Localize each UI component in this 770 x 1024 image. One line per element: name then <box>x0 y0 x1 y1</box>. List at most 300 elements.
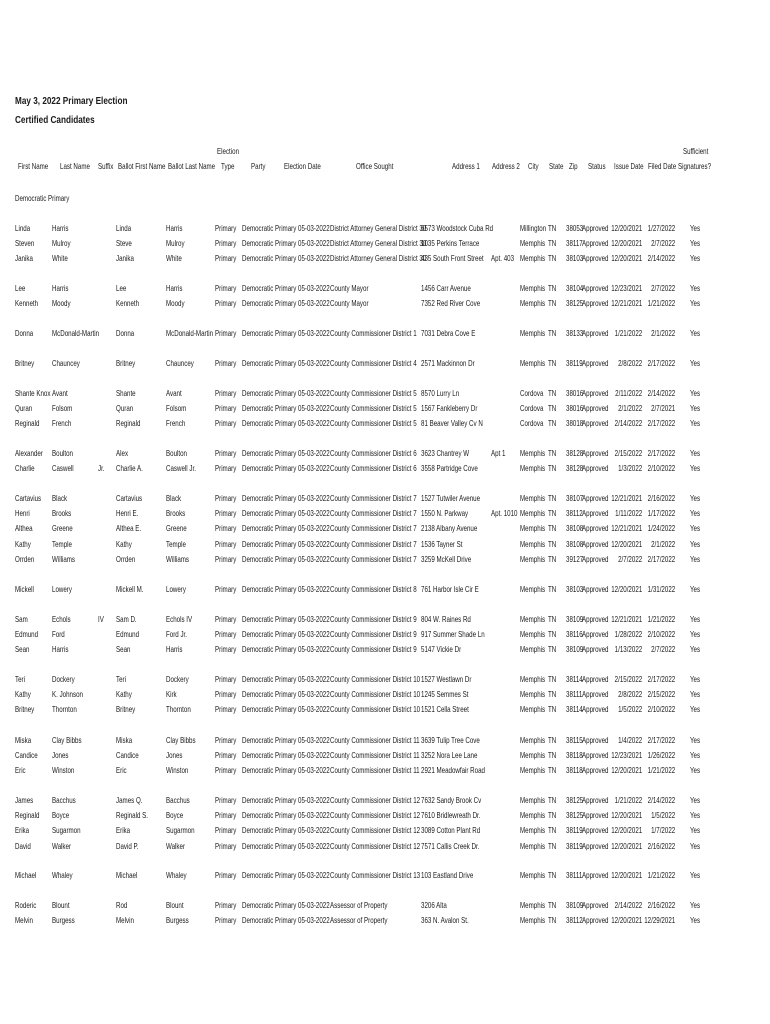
cell-last-name: Echols <box>52 614 71 624</box>
cell-zip: 38112 <box>566 508 583 519</box>
col-address2: Address 2 <box>492 161 520 171</box>
col-issue-date: Issue Date <box>614 161 644 171</box>
cell-issue-date: 1/28/2022 <box>614 629 642 640</box>
cell-election-type: Primary <box>215 584 237 594</box>
cell-election-type: Primary <box>215 238 237 249</box>
cell-election-date: Primary 05-03-2022 <box>275 915 330 926</box>
cell-city: Memphis <box>520 915 546 926</box>
cell-zip: 38112 <box>566 915 583 926</box>
cell-issue-date: 2/14/2022 <box>614 418 642 429</box>
cell-filed-date: 2/14/2022 <box>647 253 675 264</box>
cell-zip: 38125 <box>566 810 584 821</box>
cell-zip: 38114 <box>566 704 583 715</box>
cell-first-name: Linda <box>15 223 31 233</box>
cell-last-name: Winston <box>52 765 75 776</box>
cell-filed-date: 1/21/2022 <box>647 298 675 309</box>
cell-ballot-first-name: Eric <box>116 765 127 776</box>
cell-election-type: Primary <box>215 283 237 293</box>
section-heading: Democratic Primary <box>15 193 70 203</box>
cell-address-1: 8570 Lurry Ln <box>421 388 460 398</box>
col-ballot-first: Ballot First Name <box>118 161 166 171</box>
cell-sufficient: Yes <box>690 750 701 761</box>
cell-city: Memphis <box>520 508 546 519</box>
cell-last-name: Greene <box>52 523 73 534</box>
cell-sufficient: Yes <box>690 418 701 429</box>
cell-ballot-last-name: Whaley <box>166 870 187 880</box>
cell-election-date: Primary 05-03-2022 <box>275 418 330 429</box>
cell-office-sought: County Commissioner District 9 <box>330 629 417 640</box>
cell-status: Approved <box>582 825 609 836</box>
cell-zip: 38016 <box>566 388 584 398</box>
cell-office-sought: County Commissioner District 5 <box>330 403 417 414</box>
cell-filed-date: 2/7/2022 <box>650 644 675 655</box>
cell-party: Democratic <box>242 418 274 429</box>
cell-sufficient: Yes <box>690 870 701 880</box>
cell-election-date: Primary 05-03-2022 <box>275 388 330 398</box>
cell-first-name: Alexander <box>15 448 43 458</box>
cell-address-1: 3623 Chantrey W <box>421 448 470 458</box>
cell-first-name: Miska <box>15 735 32 745</box>
cell-election-type: Primary <box>215 388 237 398</box>
cell-election-date: Primary 05-03-2022 <box>275 825 330 836</box>
cell-filed-date: 2/15/2022 <box>647 689 675 700</box>
cell-office-sought: County Commissioner District 12 <box>330 825 421 836</box>
cell-zip: 38107 <box>566 493 584 503</box>
cell-sufficient: Yes <box>690 388 701 398</box>
cell-state: TN <box>548 493 557 503</box>
cell-party: Democratic <box>242 493 274 503</box>
cell-address-2: Apt 1 <box>491 448 506 458</box>
col-zip: Zip <box>569 161 578 171</box>
cell-filed-date: 1/26/2022 <box>647 750 675 761</box>
cell-last-name: Mulroy <box>52 238 71 249</box>
cell-election-date: Primary 05-03-2022 <box>275 448 330 458</box>
cell-ballot-first-name: Donna <box>116 328 135 338</box>
cell-first-name: James <box>15 795 34 805</box>
cell-sufficient: Yes <box>690 810 701 821</box>
cell-party: Democratic <box>242 253 274 264</box>
cell-state: TN <box>548 644 557 655</box>
cell-ballot-last-name: Avant <box>166 388 182 398</box>
cell-suffix: IV <box>98 614 104 624</box>
cell-sufficient: Yes <box>690 508 701 519</box>
cell-election-date: Primary 05-03-2022 <box>275 508 330 519</box>
cell-ballot-last-name: Burgess <box>166 915 189 926</box>
cell-office-sought: Assessor of Property <box>330 915 388 926</box>
cell-city: Cordova <box>520 388 544 398</box>
cell-address-1: 3206 Alta <box>421 900 447 910</box>
cell-sufficient: Yes <box>690 674 701 684</box>
cell-office-sought: County Commissioner District 11 <box>330 765 420 776</box>
cell-election-type: Primary <box>215 253 237 264</box>
col-office: Office Sought <box>356 161 394 171</box>
cell-city: Memphis <box>520 765 546 776</box>
cell-ballot-first-name: Shante <box>116 388 136 398</box>
col-sufficient-line2: Signatures? <box>678 161 712 171</box>
cell-last-name: Walker <box>52 840 72 851</box>
cell-state: TN <box>548 584 557 594</box>
cell-election-type: Primary <box>215 915 237 926</box>
cell-address-1: 1536 Tayner St <box>421 538 463 549</box>
cell-sufficient: Yes <box>690 328 701 338</box>
cell-status: Approved <box>582 689 609 700</box>
cell-status: Approved <box>582 644 609 655</box>
cell-election-type: Primary <box>215 825 237 836</box>
cell-ballot-last-name: Thornton <box>166 704 191 715</box>
cell-issue-date: 12/21/2021 <box>611 614 642 624</box>
cell-ballot-first-name: Kathy <box>116 538 132 549</box>
cell-status: Approved <box>582 223 609 233</box>
cell-first-name: Orrden <box>15 553 35 564</box>
cell-first-name: Cartavius <box>15 493 42 503</box>
cell-election-date: Primary 05-03-2022 <box>275 584 330 594</box>
cell-ballot-first-name: Charlie A. <box>116 463 143 474</box>
cell-state: TN <box>548 840 557 851</box>
cell-zip: 38109 <box>566 900 584 910</box>
cell-city: Memphis <box>520 825 546 836</box>
cell-state: TN <box>548 689 557 700</box>
cell-city: Cordova <box>520 403 544 414</box>
cell-ballot-last-name: Blount <box>166 900 184 910</box>
cell-filed-date: 2/7/2022 <box>650 238 675 249</box>
cell-ballot-last-name: White <box>166 253 182 264</box>
cell-city: Memphis <box>520 704 546 715</box>
cell-issue-date: 2/15/2022 <box>614 674 642 684</box>
cell-sufficient: Yes <box>690 825 701 836</box>
cell-election-date: Primary 05-03-2022 <box>275 765 330 776</box>
cell-filed-date: 1/21/2022 <box>647 614 675 624</box>
cell-election-date: Primary 05-03-2022 <box>275 795 330 805</box>
cell-election-date: Primary 05-03-2022 <box>275 750 330 761</box>
cell-office-sought: County Commissioner District 11 <box>330 735 420 745</box>
cell-first-name: Kathy <box>15 538 31 549</box>
cell-last-name: Folsom <box>52 403 73 414</box>
cell-state: TN <box>548 448 557 458</box>
cell-city: Memphis <box>520 750 546 761</box>
cell-address-1: 7610 Bridlewreath Dr. <box>421 810 481 821</box>
cell-election-date: Primary 05-03-2022 <box>275 253 330 264</box>
cell-last-name: Burgess <box>52 915 75 926</box>
cell-election-type: Primary <box>215 765 237 776</box>
cell-status: Approved <box>582 538 609 549</box>
cell-filed-date: 1/31/2022 <box>647 584 675 594</box>
cell-filed-date: 2/17/2022 <box>647 735 675 745</box>
cell-city: Memphis <box>520 238 546 249</box>
cell-zip: 39127 <box>566 553 584 564</box>
cell-status: Approved <box>582 403 609 414</box>
col-first-name: First Name <box>18 161 49 171</box>
cell-address-1: 1245 Semmes St <box>421 689 469 700</box>
cell-election-type: Primary <box>215 223 237 233</box>
cell-last-name: Caswell <box>52 463 74 474</box>
cell-first-name: Mickell <box>15 584 34 594</box>
cell-filed-date: 2/10/2022 <box>647 629 675 640</box>
cell-city: Memphis <box>520 900 546 910</box>
cell-last-name: Bacchus <box>52 795 76 805</box>
cell-sufficient: Yes <box>690 840 701 851</box>
cell-ballot-first-name: Melvin <box>116 915 134 926</box>
cell-issue-date: 1/4/2022 <box>617 735 642 745</box>
cell-election-type: Primary <box>215 689 237 700</box>
cell-zip: 38109 <box>566 644 584 655</box>
cell-ballot-first-name: Edmund <box>116 629 140 640</box>
cell-city: Cordova <box>520 418 544 429</box>
cell-election-date: Primary 05-03-2022 <box>275 283 330 293</box>
cell-ballot-first-name: David P. <box>116 840 139 851</box>
cell-election-type: Primary <box>215 840 237 851</box>
cell-first-name: Melvin <box>15 915 33 926</box>
cell-state: TN <box>548 674 557 684</box>
cell-state: TN <box>548 735 557 745</box>
cell-office-sought: County Commissioner District 7 <box>330 538 417 549</box>
cell-office-sought: County Commissioner District 12 <box>330 810 421 821</box>
cell-zip: 38108 <box>566 538 584 549</box>
cell-address-2: Apt. 403 <box>491 253 515 264</box>
cell-zip: 38104 <box>566 283 584 293</box>
cell-address-1: 1527 Tutwiler Avenue <box>421 493 481 503</box>
cell-status: Approved <box>582 418 609 429</box>
cell-ballot-last-name: Greene <box>166 523 187 534</box>
cell-zip: 38119 <box>566 840 583 851</box>
cell-filed-date: 2/10/2022 <box>647 463 675 474</box>
cell-office-sought: County Commissioner District 6 <box>330 463 417 474</box>
cell-first-name: Janika <box>15 253 33 264</box>
cell-last-name: Ford <box>52 629 65 640</box>
cell-office-sought: District Attorney General District 30 <box>330 238 427 249</box>
cell-last-name: Brooks <box>52 508 72 519</box>
cell-first-name: David <box>15 840 31 851</box>
cell-ballot-last-name: Caswell Jr. <box>166 463 196 474</box>
cell-election-date: Primary 05-03-2022 <box>275 538 330 549</box>
cell-state: TN <box>548 508 557 519</box>
cell-ballot-first-name: Linda <box>116 223 132 233</box>
cell-status: Approved <box>582 493 609 503</box>
cell-zip: 38111 <box>566 689 583 700</box>
cell-party: Democratic <box>242 915 274 926</box>
cell-zip: 38118 <box>566 765 583 776</box>
cell-election-date: Primary 05-03-2022 <box>275 403 330 414</box>
cell-ballot-first-name: Reginald <box>116 418 141 429</box>
cell-ballot-first-name: Michael <box>116 870 138 880</box>
cell-ballot-first-name: Althea E. <box>116 523 142 534</box>
cell-party: Democratic <box>242 735 274 745</box>
cell-status: Approved <box>582 795 609 805</box>
cell-address-1: 804 W. Raines Rd <box>421 614 471 624</box>
cell-ballot-first-name: James Q. <box>116 795 143 805</box>
cell-state: TN <box>548 253 557 264</box>
cell-ballot-first-name: Sean <box>116 644 131 655</box>
cell-party: Democratic <box>242 388 274 398</box>
cell-city: Memphis <box>520 463 546 474</box>
cell-election-type: Primary <box>215 493 237 503</box>
cell-filed-date: 2/17/2022 <box>647 418 675 429</box>
cell-state: TN <box>548 629 557 640</box>
cell-state: TN <box>548 870 557 880</box>
cell-first-name: Michael <box>15 870 37 880</box>
cell-last-name: Blount <box>52 900 70 910</box>
cell-election-type: Primary <box>215 795 237 805</box>
cell-status: Approved <box>582 508 609 519</box>
cell-election-date: Primary 05-03-2022 <box>275 689 330 700</box>
cell-state: TN <box>548 900 557 910</box>
cell-ballot-last-name: Dockery <box>166 674 189 684</box>
cell-issue-date: 1/13/2022 <box>614 644 642 655</box>
cell-last-name: Moody <box>52 298 71 309</box>
cell-issue-date: 2/11/2022 <box>614 388 642 398</box>
cell-ballot-last-name: Harris <box>166 283 183 293</box>
cell-status: Approved <box>582 870 609 880</box>
cell-sufficient: Yes <box>690 238 701 249</box>
cell-office-sought: County Commissioner District 9 <box>330 644 417 655</box>
cell-zip: 38118 <box>566 750 583 761</box>
cell-last-name: Chauncey <box>52 358 80 368</box>
cell-status: Approved <box>582 463 609 474</box>
cell-state: TN <box>548 765 557 776</box>
cell-zip: 38125 <box>566 298 584 309</box>
cell-status: Approved <box>582 358 609 368</box>
cell-office-sought: County Commissioner District 7 <box>330 493 417 503</box>
cell-city: Memphis <box>520 735 546 745</box>
cell-zip: 38128 <box>566 463 584 474</box>
cell-party: Democratic <box>242 750 274 761</box>
cell-status: Approved <box>582 448 609 458</box>
cell-election-type: Primary <box>215 463 237 474</box>
cell-election-date: Primary 05-03-2022 <box>275 704 330 715</box>
cell-sufficient: Yes <box>690 298 701 309</box>
cell-address-1: 1527 Westlawn Dr <box>421 674 472 684</box>
cell-issue-date: 12/20/2021 <box>611 810 642 821</box>
cell-state: TN <box>548 704 557 715</box>
cell-state: TN <box>548 298 557 309</box>
cell-ballot-last-name: French <box>166 418 186 429</box>
cell-state: TN <box>548 825 557 836</box>
cell-status: Approved <box>582 674 609 684</box>
cell-filed-date: 1/24/2022 <box>647 523 675 534</box>
cell-city: Memphis <box>520 840 546 851</box>
cell-first-name: Teri <box>15 674 25 684</box>
cell-last-name: Harris <box>52 283 69 293</box>
cell-office-sought: County Commissioner District 5 <box>330 418 417 429</box>
cell-status: Approved <box>582 900 609 910</box>
cell-issue-date: 1/5/2022 <box>617 704 642 715</box>
cell-first-name: Eric <box>15 765 26 776</box>
cell-city: Memphis <box>520 810 546 821</box>
cell-election-date: Primary 05-03-2022 <box>275 644 330 655</box>
cell-city: Memphis <box>520 538 546 549</box>
cell-first-name: Kathy <box>15 689 31 700</box>
cell-filed-date: 2/17/2022 <box>647 553 675 564</box>
cell-city: Memphis <box>520 629 546 640</box>
cell-party: Democratic <box>242 238 274 249</box>
cell-first-name: Britney <box>15 358 35 368</box>
col-state: State <box>549 161 564 171</box>
cell-filed-date: 2/1/2022 <box>650 328 675 338</box>
cell-zip: 38133 <box>566 328 584 338</box>
cell-party: Democratic <box>242 644 274 655</box>
cell-ballot-last-name: Clay Bibbs <box>166 735 196 745</box>
cell-city: Memphis <box>520 870 546 880</box>
cell-first-name: Reginald <box>15 418 40 429</box>
cell-ballot-first-name: Janika <box>116 253 134 264</box>
cell-election-type: Primary <box>215 538 237 549</box>
cell-city: Memphis <box>520 283 546 293</box>
cell-address-1: 1521 Cella Street <box>421 704 469 715</box>
cell-state: TN <box>548 915 557 926</box>
cell-election-date: Primary 05-03-2022 <box>275 900 330 910</box>
col-sufficient-line1: Sufficient <box>683 146 709 156</box>
cell-election-type: Primary <box>215 508 237 519</box>
cell-address-1: 1550 N. Parkway <box>421 508 469 519</box>
cell-first-name: Quran <box>15 403 33 414</box>
cell-party: Democratic <box>242 825 274 836</box>
cell-status: Approved <box>582 840 609 851</box>
cell-election-type: Primary <box>215 704 237 715</box>
cell-ballot-first-name: Lee <box>116 283 127 293</box>
cell-party: Democratic <box>242 674 274 684</box>
cell-state: TN <box>548 750 557 761</box>
cell-election-date: Primary 05-03-2022 <box>275 328 330 338</box>
cell-last-name: Williams <box>52 553 76 564</box>
cell-ballot-first-name: Orrden <box>116 553 136 564</box>
cell-zip: 38117 <box>566 238 583 249</box>
cell-office-sought: County Commissioner District 13 <box>330 870 421 880</box>
cell-party: Democratic <box>242 403 274 414</box>
cell-first-name: Erika <box>15 825 30 836</box>
cell-party: Democratic <box>242 870 274 880</box>
cell-ballot-first-name: Teri <box>116 674 126 684</box>
cell-zip: 38111 <box>566 870 583 880</box>
cell-state: TN <box>548 810 557 821</box>
cell-ballot-first-name: Miska <box>116 735 133 745</box>
cell-ballot-first-name: Sam D. <box>116 614 137 624</box>
cell-party: Democratic <box>242 900 274 910</box>
cell-ballot-last-name: Temple <box>166 538 186 549</box>
cell-first-name: Candice <box>15 750 38 761</box>
cell-issue-date: 12/20/2021 <box>611 238 642 249</box>
col-election-type-line2: Type <box>221 161 235 171</box>
cell-first-name: Althea <box>15 523 33 534</box>
cell-issue-date: 12/23/2021 <box>611 283 642 293</box>
cell-filed-date: 2/7/2021 <box>650 403 675 414</box>
cell-address-1: 363 N. Avalon St. <box>421 915 469 926</box>
col-party: Party <box>251 161 266 171</box>
cell-city: Memphis <box>520 674 546 684</box>
col-suffix: Suffix <box>98 161 114 171</box>
cell-filed-date: 1/21/2022 <box>647 870 675 880</box>
cell-filed-date: 2/1/2022 <box>650 538 675 549</box>
cell-filed-date: 2/17/2022 <box>647 448 675 458</box>
cell-state: TN <box>548 538 557 549</box>
cell-election-type: Primary <box>215 358 237 368</box>
col-ballot-last: Ballot Last Name <box>168 161 216 171</box>
cell-issue-date: 1/3/2022 <box>617 463 642 474</box>
cell-election-type: Primary <box>215 810 237 821</box>
cell-issue-date: 1/21/2022 <box>614 795 642 805</box>
cell-ballot-first-name: Cartavius <box>116 493 143 503</box>
cell-ballot-last-name: Boulton <box>166 448 187 458</box>
cell-status: Approved <box>582 629 609 640</box>
cell-election-date: Primary 05-03-2022 <box>275 298 330 309</box>
cell-last-name: Avant <box>52 388 68 398</box>
cell-sufficient: Yes <box>690 553 701 564</box>
cell-ballot-first-name: Reginald S. <box>116 810 148 821</box>
cell-status: Approved <box>582 750 609 761</box>
cell-status: Approved <box>582 523 609 534</box>
cell-sufficient: Yes <box>690 735 701 745</box>
cell-state: TN <box>548 283 557 293</box>
cell-address-1: 3089 Cotton Plant Rd <box>421 825 481 836</box>
cell-state: TN <box>548 223 557 233</box>
